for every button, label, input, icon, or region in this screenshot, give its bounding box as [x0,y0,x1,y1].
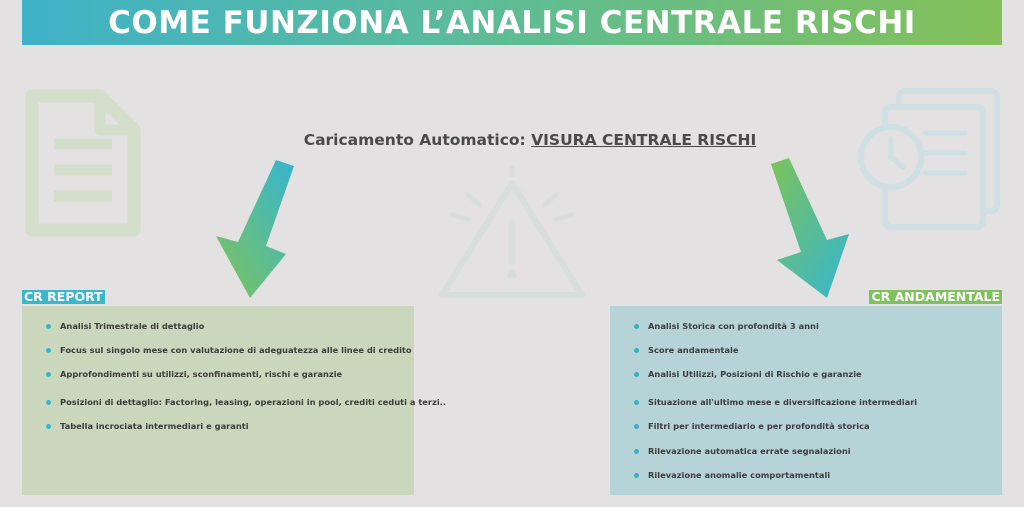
bullet-icon [46,348,51,353]
list-item: Posizioni di dettaglio: Factoring, leasing, operazioni in pool, crediti ceduti a terzi.. [46,397,446,407]
warning-icon [430,165,595,305]
subtitle-prefix: Caricamento Automatico: [303,131,532,149]
cr-andamentale-panel [610,306,1002,495]
bullet-icon [634,400,639,405]
list-item: Filtri per intermediario e per profondità storica [634,421,870,431]
list-item: Rilevazione anomalie comportamentali [634,470,830,480]
cr-report-tag: CR REPORT [24,289,103,304]
list-item: Tabella incrociata intermediari e garanti [46,421,249,431]
visura-link[interactable]: VISURA CENTRALE RISCHI [531,131,757,149]
document-icon [24,88,142,238]
list-item: Analisi Utilizzi, Posizioni di Rischio e garanzie [634,369,862,379]
list-item: Score andamentale [634,345,738,355]
arrow-down-right-icon [765,156,857,301]
list-item: Rilevazione automatica errate segnalazioni [634,446,851,456]
list-item: Approfondimenti su utilizzi, sconfinamenti, rischi e garanzie [46,369,342,379]
list-item: Situazione all'ultimo mese e diversificazione intermediari [634,397,917,407]
cr-report-panel [22,306,446,495]
bullet-icon [634,449,639,454]
cr-andamentale-tag: CR ANDAMENTALE [871,289,1000,304]
reports-clock-icon [855,85,1005,240]
subtitle [0,131,1024,149]
list-item: Analisi Storica con profondità 3 anni [634,321,819,331]
bullet-icon [634,348,639,353]
bullet-icon [634,324,639,329]
title-banner [22,0,1002,45]
bullet-icon [634,372,639,377]
bullet-icon [46,372,51,377]
bullet-icon [46,324,51,329]
bullet-icon [634,424,639,429]
bullet-icon [46,400,51,405]
list-item: Analisi Trimestrale di dettaglio [46,321,204,331]
bullet-icon [46,424,51,429]
bullet-icon [634,473,639,478]
list-item: Focus sul singolo mese con valutazione di adeguatezza alle linee di credito [46,345,412,355]
arrow-down-left-icon [210,158,300,300]
page-title: COME FUNZIONA L’ANALISI CENTRALE RISCHI [108,4,916,41]
